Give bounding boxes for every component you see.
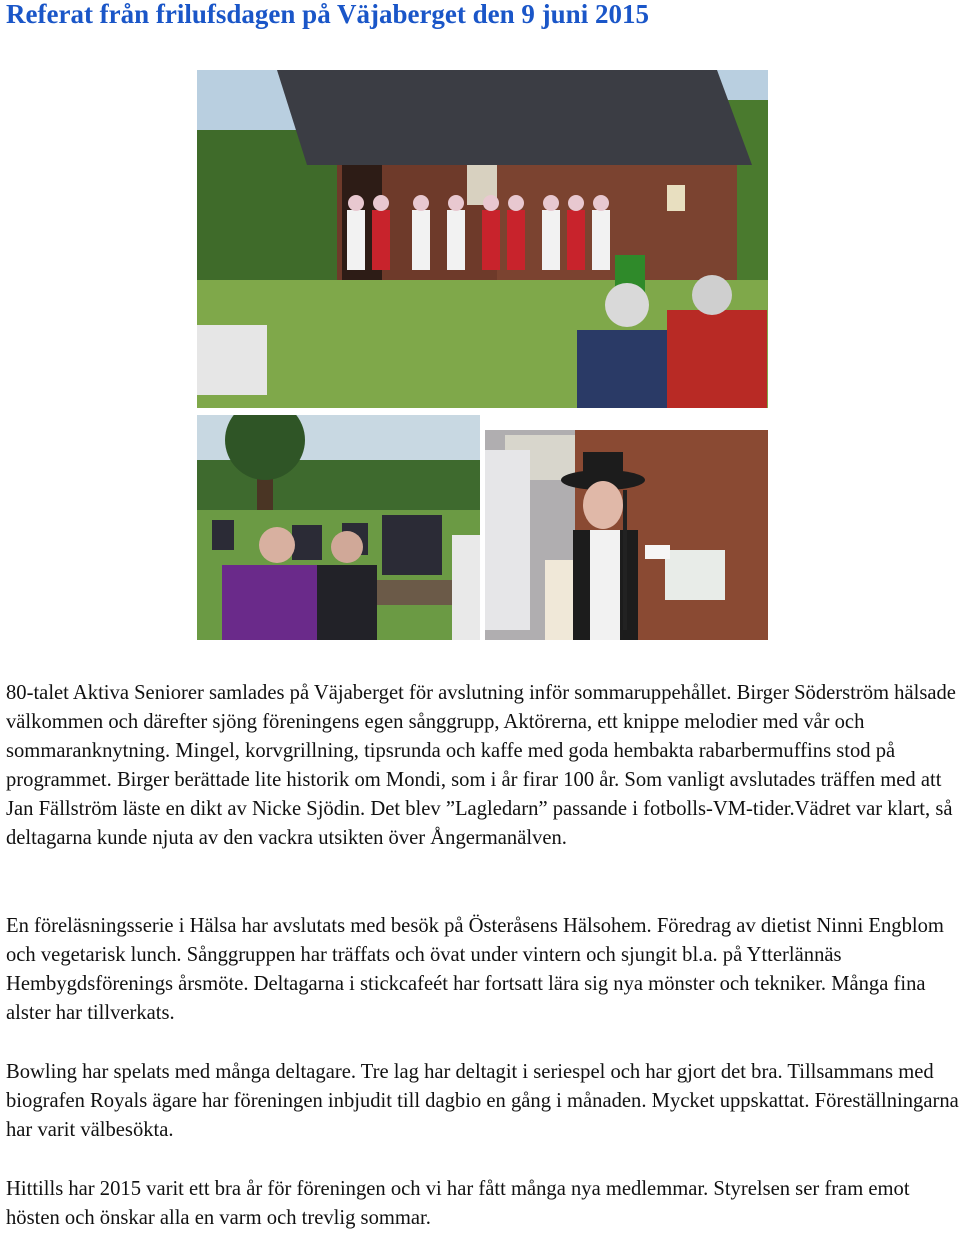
paragraph-2: En föreläsningsserie i Hälsa har avslutats med besök på Österåsens Hälsohem. Föredrag av dietist Ninni Engblom och vegetarisk lunch. Sånggruppen har träffats och övat under vintern och sjungit bl.a. på Ytterlännäs Hembygdsförenings årsmöte. Deltagarna i stickcafeét har fortsatt lära sig nya mönster och tekniker. Många fina alster har tillverkats. <box>6 915 944 1024</box>
page-title: Referat från frilufsdagen på Väjaberget den 9 juni 2015 <box>6 0 649 29</box>
paragraph-3: Bowling har spelats med många deltagare. Tre lag har deltagit i seriespel och har gjort det bra. Tillsammans med biografen Royals ägare har föreningen inbjudit till dagbio en gång i månaden. Mycket uppskattat. Föreställningarna har varit välbesökta. <box>6 1061 959 1141</box>
audience-photo <box>197 415 480 640</box>
speaker-photo <box>485 430 768 640</box>
paragraph-1: 80-talet Aktiva Seniorer samlades på Väjaberget för avslutning inför sommaruppehållet. Birger Söderström hälsade välkommen och därefter sjöng föreningens egen sånggrupp, Aktörerna, ett knippe melodier med vår och sommaranknytning. Mingel, korvgrillning, tipsrunda och kaffe med goda hembakta rabarbermuffins stod på programmet. Birger berättade lite historik om Mondi, som i år firar 100 år. Som vanligt avslutades träffen med att Jan Fällström läste en dikt av Nicke Sjödin. Det blev ”Lagledarn” passande i fotbolls-VM-tider.Vädret var klart, så deltagarna kunde njuta av den vackra utsikten över Ångermanälven. <box>6 682 956 849</box>
choir-photo <box>197 70 768 408</box>
paragraph-4: Hittills har 2015 varit ett bra år för föreningen och vi har fått många nya medlemmar. Styrelsen ser fram emot hösten och önskar alla en varm och trevlig sommar. <box>6 1178 910 1229</box>
